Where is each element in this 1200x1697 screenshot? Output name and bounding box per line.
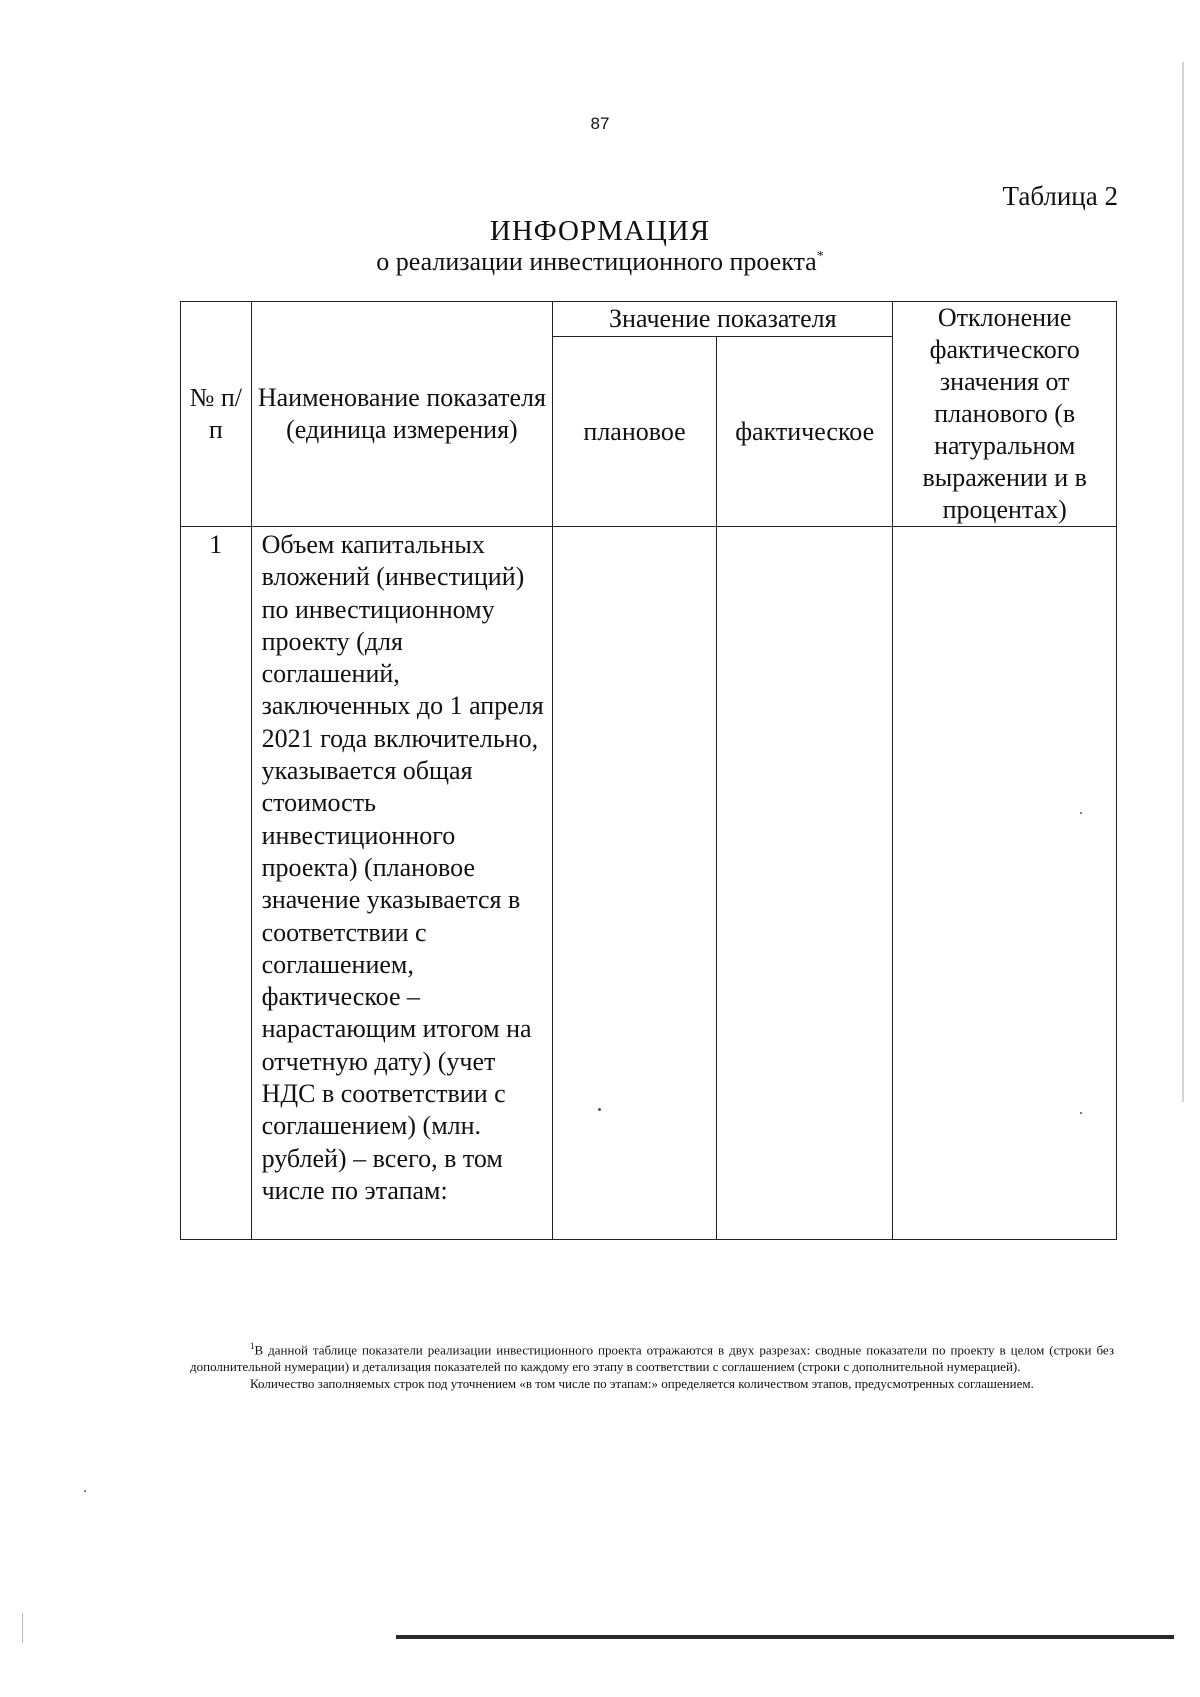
table-label: Таблица 2 — [1002, 181, 1118, 211]
row-deviation-value — [893, 527, 1117, 1240]
header-number: № п/п — [181, 302, 252, 527]
header-value-group: Значение показателя — [553, 302, 893, 337]
page-number: 87 — [590, 114, 610, 133]
row-indicator-name: Объем капитальных вложений (инвестиций) по инвестиционному проекту (для соглашений, заключенных до 1 апреля 2021 года включительно, указывается общая стоимость инвестиционного проекта) (плановое значение указывается в соответствии с соглашением, фактическое – нарастающим итогом на отчетную дату) (учет НДС в соответствии с соглашением) (млн. рублей) – всего, в том числе по этапам: — [251, 527, 553, 1240]
scan-edge-right — [1182, 62, 1184, 1102]
header-actual: фактическое — [716, 337, 893, 527]
scan-speck — [1080, 812, 1082, 814]
scan-shadow-bottom — [396, 1635, 1174, 1639]
footnote-2: Количество заполняемых строк под уточнением «в том числе по этапам:» определяется количеством этапов, предусмотренных соглашением. — [250, 1376, 1034, 1392]
document-title: ИНФОРМАЦИЯ — [489, 215, 711, 247]
scan-edge-left — [22, 1613, 23, 1643]
footnote-1-mark: 1 — [250, 1341, 255, 1351]
subtitle-footnote-mark: * — [816, 249, 824, 264]
scan-speck — [598, 1108, 601, 1111]
subtitle-text: о реализации инвестиционного проекта — [376, 247, 817, 276]
header-deviation: Отклонение фактического значения от планового (в натуральном выражении и в процентах) — [893, 302, 1117, 527]
row-number: 1 — [181, 527, 252, 1240]
row-actual-value — [716, 527, 893, 1240]
header-name: Наименование показателя (единица измерения) — [251, 302, 553, 527]
header-row-top — [181, 302, 1117, 337]
table-row — [181, 527, 1117, 1240]
row-planned-value — [553, 527, 717, 1240]
header-planned: плановое — [553, 337, 717, 527]
footnote-1-text: В данной таблице показатели реализации инвестиционного проекта отражаются в двух разрезах: сводные показатели по проекту в целом (строки без дополнительной нумерации) и детализация показателей по каждому его этапу в соответствии с соглашением (строки с дополнительной нумерацией). — [190, 1342, 1114, 1375]
scan-speck — [84, 1490, 86, 1492]
scan-speck — [1080, 1112, 1082, 1114]
footnote-1 — [190, 1338, 1114, 1375]
footnotes — [190, 1338, 1114, 1392]
investment-report-table — [180, 301, 1117, 1240]
document-subtitle — [0, 247, 1200, 277]
